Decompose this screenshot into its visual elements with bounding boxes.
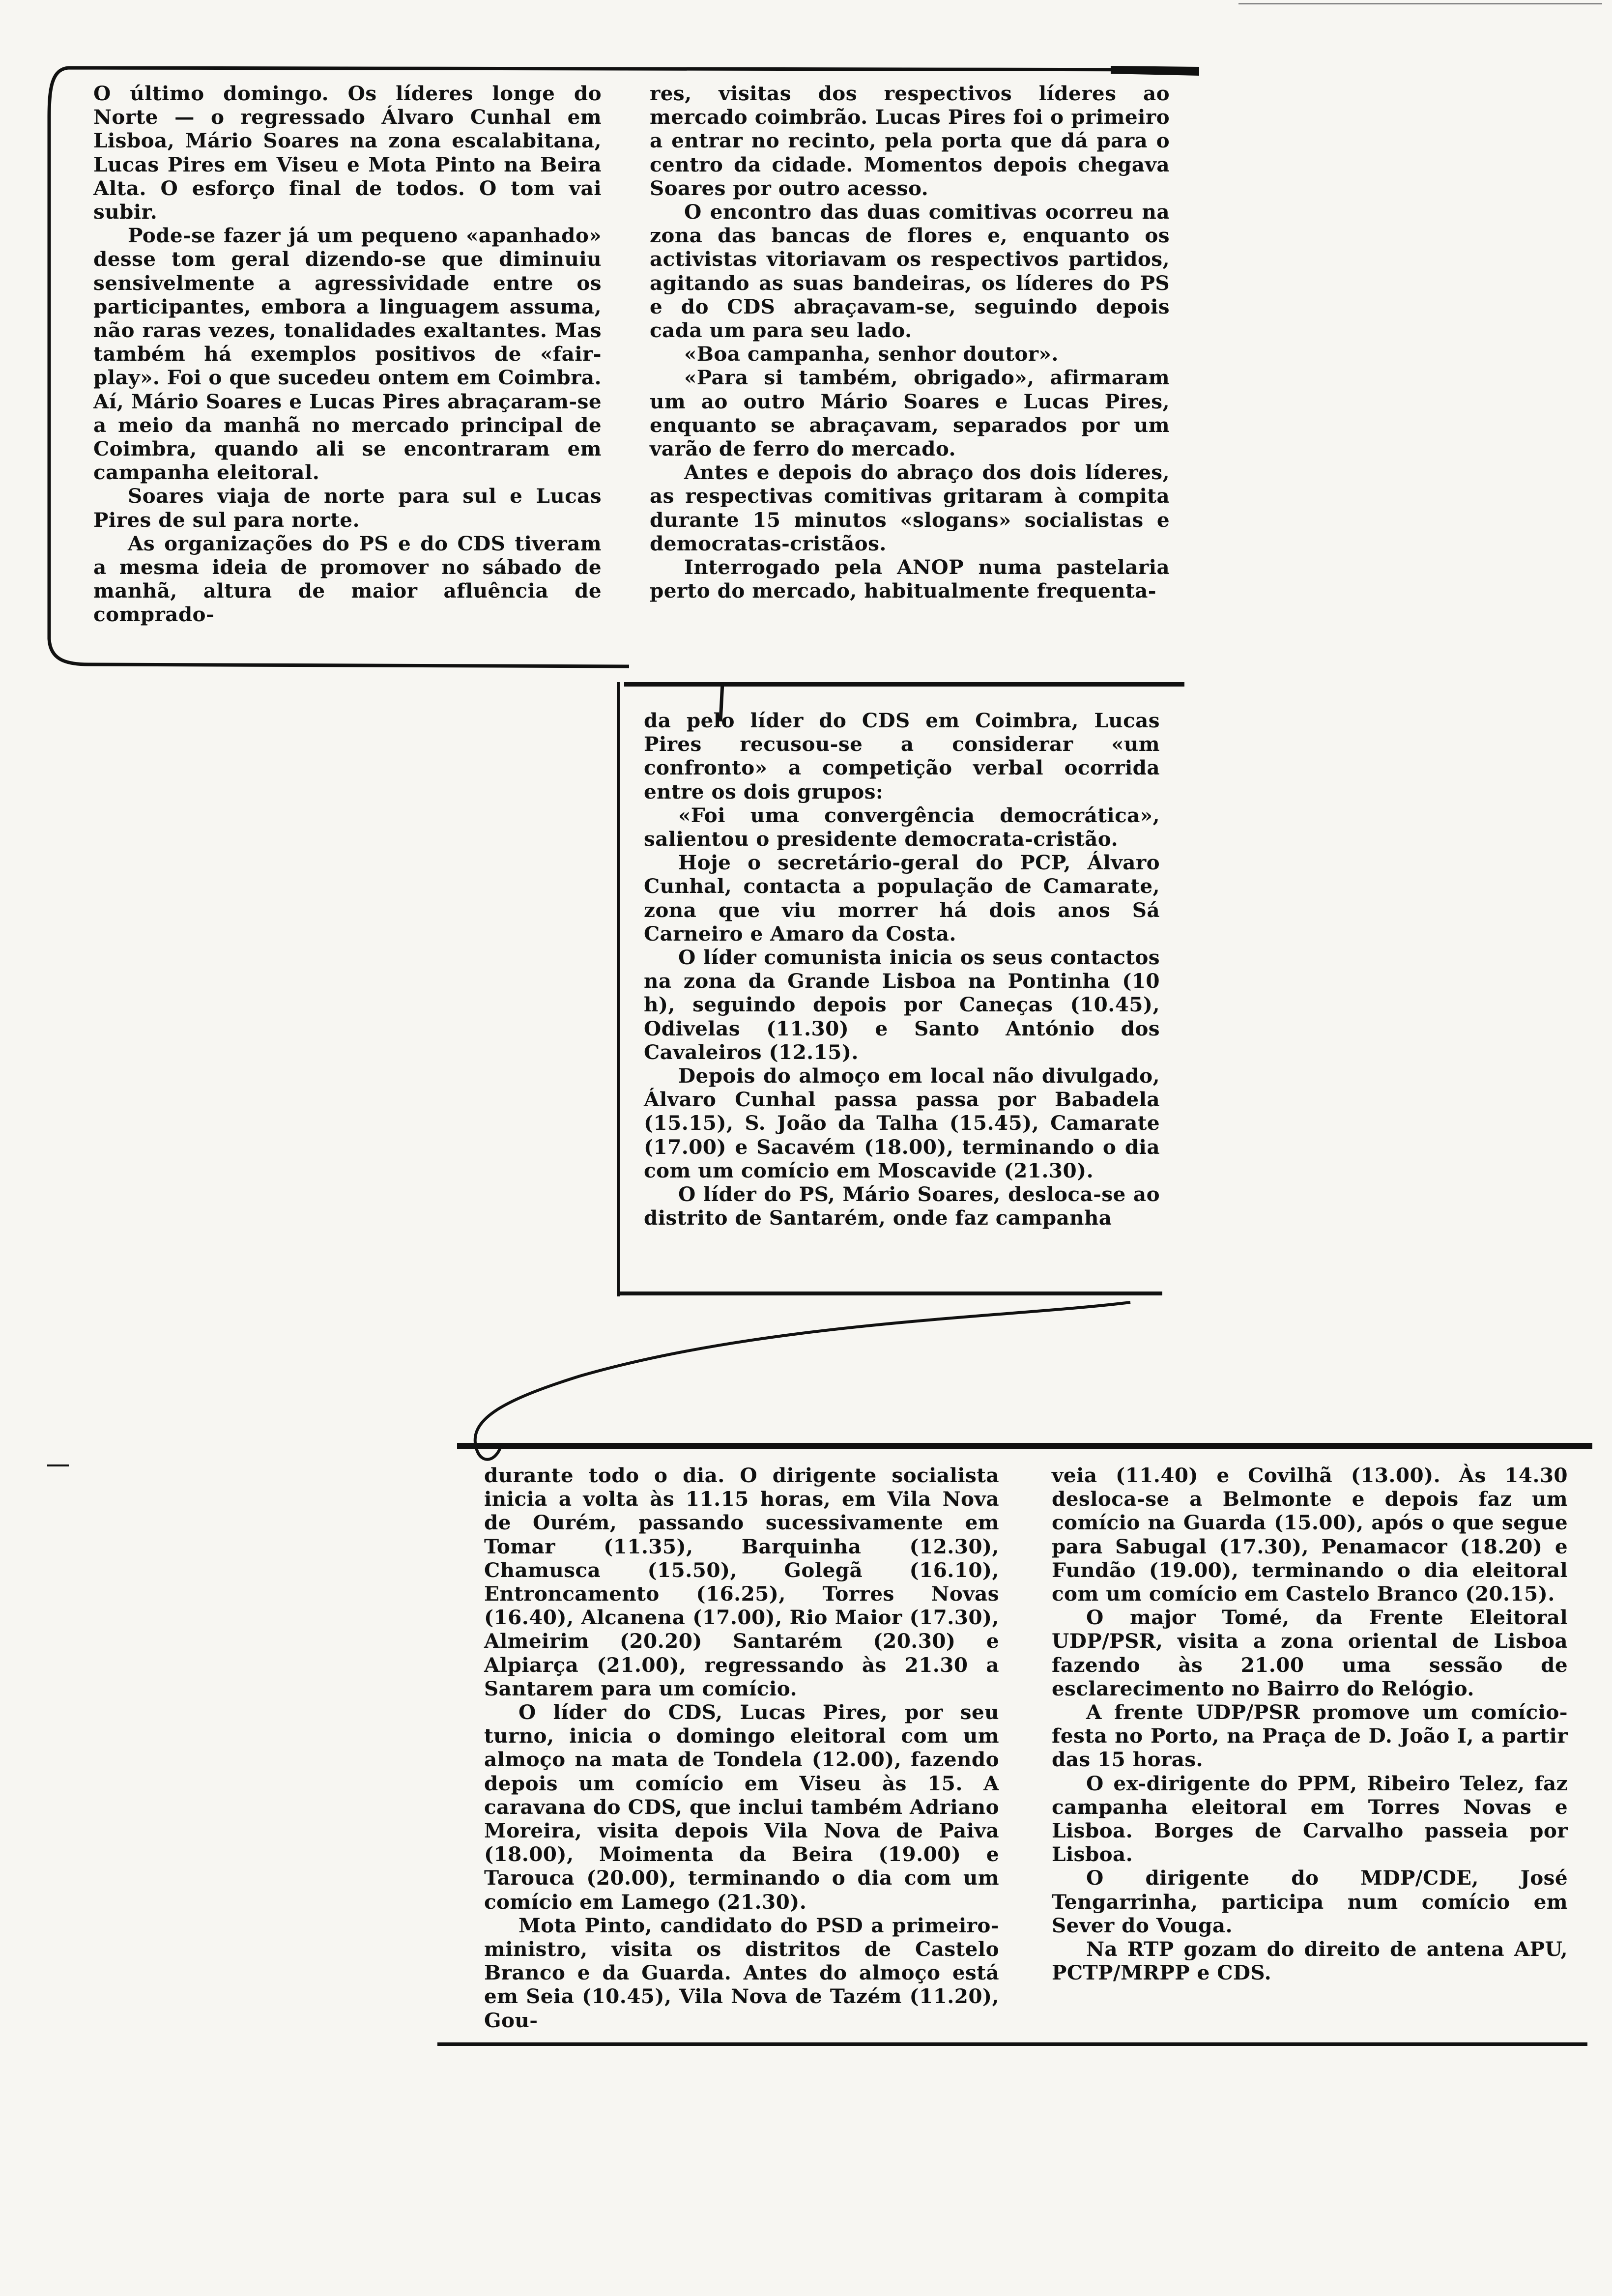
paragraph: «Boa campanha, senhor doutor».: [684, 342, 1059, 366]
clip3-right-column: [1052, 1464, 1568, 1984]
clip3-top-rule: [457, 1443, 1592, 1449]
paragraph: As organizações do PS e do CDS tiveram a mesma ideia de promover no sábado de manhã, altura de maior afluência de comprado-: [93, 531, 602, 627]
paragraph: durante todo o dia. O dirigente socialista inicia a volta às 11.15 horas, em Vila Nova de Ourém, passando sucessivamente em Tomar (11.35), Barquinha (12.30), Chamusca (15.50), Golegã (16.10), Entroncamento (16.25), Torres Novas (16.40), Alcanena (17.00), Rio Maior (17.30), Almeirim (20.20) Santarém (20.30) e Alpiarça (21.00), regressando às 21.30 a Santarem para um comício.: [484, 1464, 999, 1700]
paragraph: Antes e depois do abraço dos dois líderes, as respectivas comitivas gritaram à compita durante 15 minutos «slogans» socialistas e democratas-cristãos.: [650, 460, 1170, 555]
connector-curve-scribble: [423, 1288, 1160, 1484]
paragraph: O líder comunista inicia os seus contactos na zona da Grande Lisboa na Pontinha (10 h), seguindo depois por Caneças (10.45), Odivelas (11.30) e Santo António dos Cavaleiros (12.15).: [644, 946, 1160, 1064]
paragraph: Interrogado pela ANOP numa pastelaria perto do mercado, habitualmente frequenta-: [650, 555, 1170, 603]
paragraph: O dirigente do MDP/CDE, José Tengarrinha, participa num comício em Sever do Vouga.: [1052, 1866, 1568, 1937]
paragraph: O último domingo. Os líderes longe do Norte — o regressado Álvaro Cunhal em Lisboa, Mário Soares na zona escalabitana, Lucas Pires em Viseu e Mota Pinto na Beira Alta. O esforço final de todos. O tom vai subir.: [93, 82, 602, 224]
paragraph: «Para si também, obrigado», afirmaram um ao outro Mário Soares e Lucas Pires, enquanto se abraçavam, separados por um varão de ferro do mercado.: [650, 366, 1170, 461]
top-edge-rule: [1238, 3, 1602, 4]
clip1-left-column: [93, 82, 602, 627]
paragraph: «Foi uma convergência democrática», salientou o presidente democrata-cristão.: [644, 803, 1160, 851]
clip2-left-rule: [617, 682, 620, 1296]
paragraph: veia (11.40) e Covilhã (13.00). Às 14.30 desloca-se a Belmonte e depois faz um comício na Guarda (15.00), após o que segue para Sabugal (17.30), Penamacor (18.20) e Fundão (19.00), terminando o dia eleitoral com um comício em Castelo Branco (20.15).: [1052, 1464, 1568, 1606]
paragraph: da pelo líder do CDS em Coimbra, Lucas Pires recusou-se a considerar «um confronto» a competição verbal ocorrida entre os dois grupos:: [644, 709, 1160, 804]
paragraph: Soares viaja de norte para sul e Lucas Pires de sul para norte.: [93, 484, 602, 532]
paragraph: A frente UDP/PSR promove um comício-festa no Porto, na Praça de D. João I, a partir das 15 horas.: [1052, 1700, 1568, 1772]
paragraph: res, visitas dos respectivos líderes ao mercado coimbrão. Lucas Pires foi o primeiro a entrar no recinto, pela porta que dá para o centro da cidade. Momentos depois chegava Soares por outro acesso.: [650, 82, 1170, 200]
clip3-bottom-rule: [437, 2042, 1587, 2046]
paragraph: Pode-se fazer já um pequeno «apanhado» desse tom geral dizendo-se que diminuiu sensivelmente a agressividade entre os participantes, embora a linguagem assuma, não raras vezes, tonalidades exaltantes. Mas também há exemplos positivos de «fair-play». Foi o que sucedeu ontem em Coimbra. Aí, Mário Soares e Lucas Pires abraçaram-se a meio da manhã no mercado principal de Coimbra, quando ali se encontraram em campanha eleitoral.: [93, 224, 602, 485]
paragraph: Mota Pinto, candidato do PSD a primeiro-ministro, visita os distritos de Castelo Branco e da Guarda. Antes do almoço está em Seia (10.45), Vila Nova de Tazém (11.20), Gou-: [484, 1913, 999, 2032]
paragraph: O líder do PS, Mário Soares, desloca-se ao distrito de Santarém, onde faz campanha: [644, 1182, 1160, 1230]
paragraph: O major Tomé, da Frente Eleitoral UDP/PSR, visita a zona oriental de Lisboa fazendo às 21.00 uma sessão de esclarecimento no Bairro do Relógio.: [1052, 1606, 1568, 1700]
paragraph: O líder do CDS, Lucas Pires, por seu turno, inicia o domingo eleitoral com um almoço na mata de Tondela (12.00), fazendo depois um comício em Viseu às 15. A caravana do CDS, que inclui também Adriano Moreira, visita depois Vila Nova de Paiva (18.00), Moimenta da Beira (19.00) e Tarouca (20.00), terminando o dia com um comício em Lamego (21.30).: [484, 1700, 999, 1914]
paragraph: O ex-dirigente do PPM, Ribeiro Telez, faz campanha eleitoral em Torres Novas e Lisboa. Borges de Carvalho passeia por Lisboa.: [1052, 1771, 1568, 1866]
side-margin-mark: [47, 1464, 69, 1466]
clip3-left-column: [484, 1464, 999, 2032]
paragraph: O encontro das duas comitivas ocorreu na zona das bancas de flores e, enquanto os activistas vitoriavam os respectivos partidos, agitando as suas bandeiras, os líderes do PS e do CDS abraçavam-se, seguindo depois cada um para seu lado.: [650, 200, 1170, 343]
paragraph: Hoje o secretário-geral do PCP, Álvaro Cunhal, contacta a população de Camarate, zona que viu morrer há dois anos Sá Carneiro e Amaro da Costa.: [644, 851, 1160, 946]
clip2-column: [644, 709, 1160, 1230]
paragraph: Na RTP gozam do direito de antena APU, PCTP/MRPP e CDS.: [1052, 1937, 1568, 1985]
paragraph: Depois do almoço em local não divulgado, Álvaro Cunhal passa passa por Babadela (15.15), S. João da Talha (15.45), Camarate (17.00) e Sacavém (18.00), terminando o dia com um comício em Moscavide (21.30).: [644, 1064, 1160, 1182]
clip1-right-column: [650, 82, 1170, 603]
